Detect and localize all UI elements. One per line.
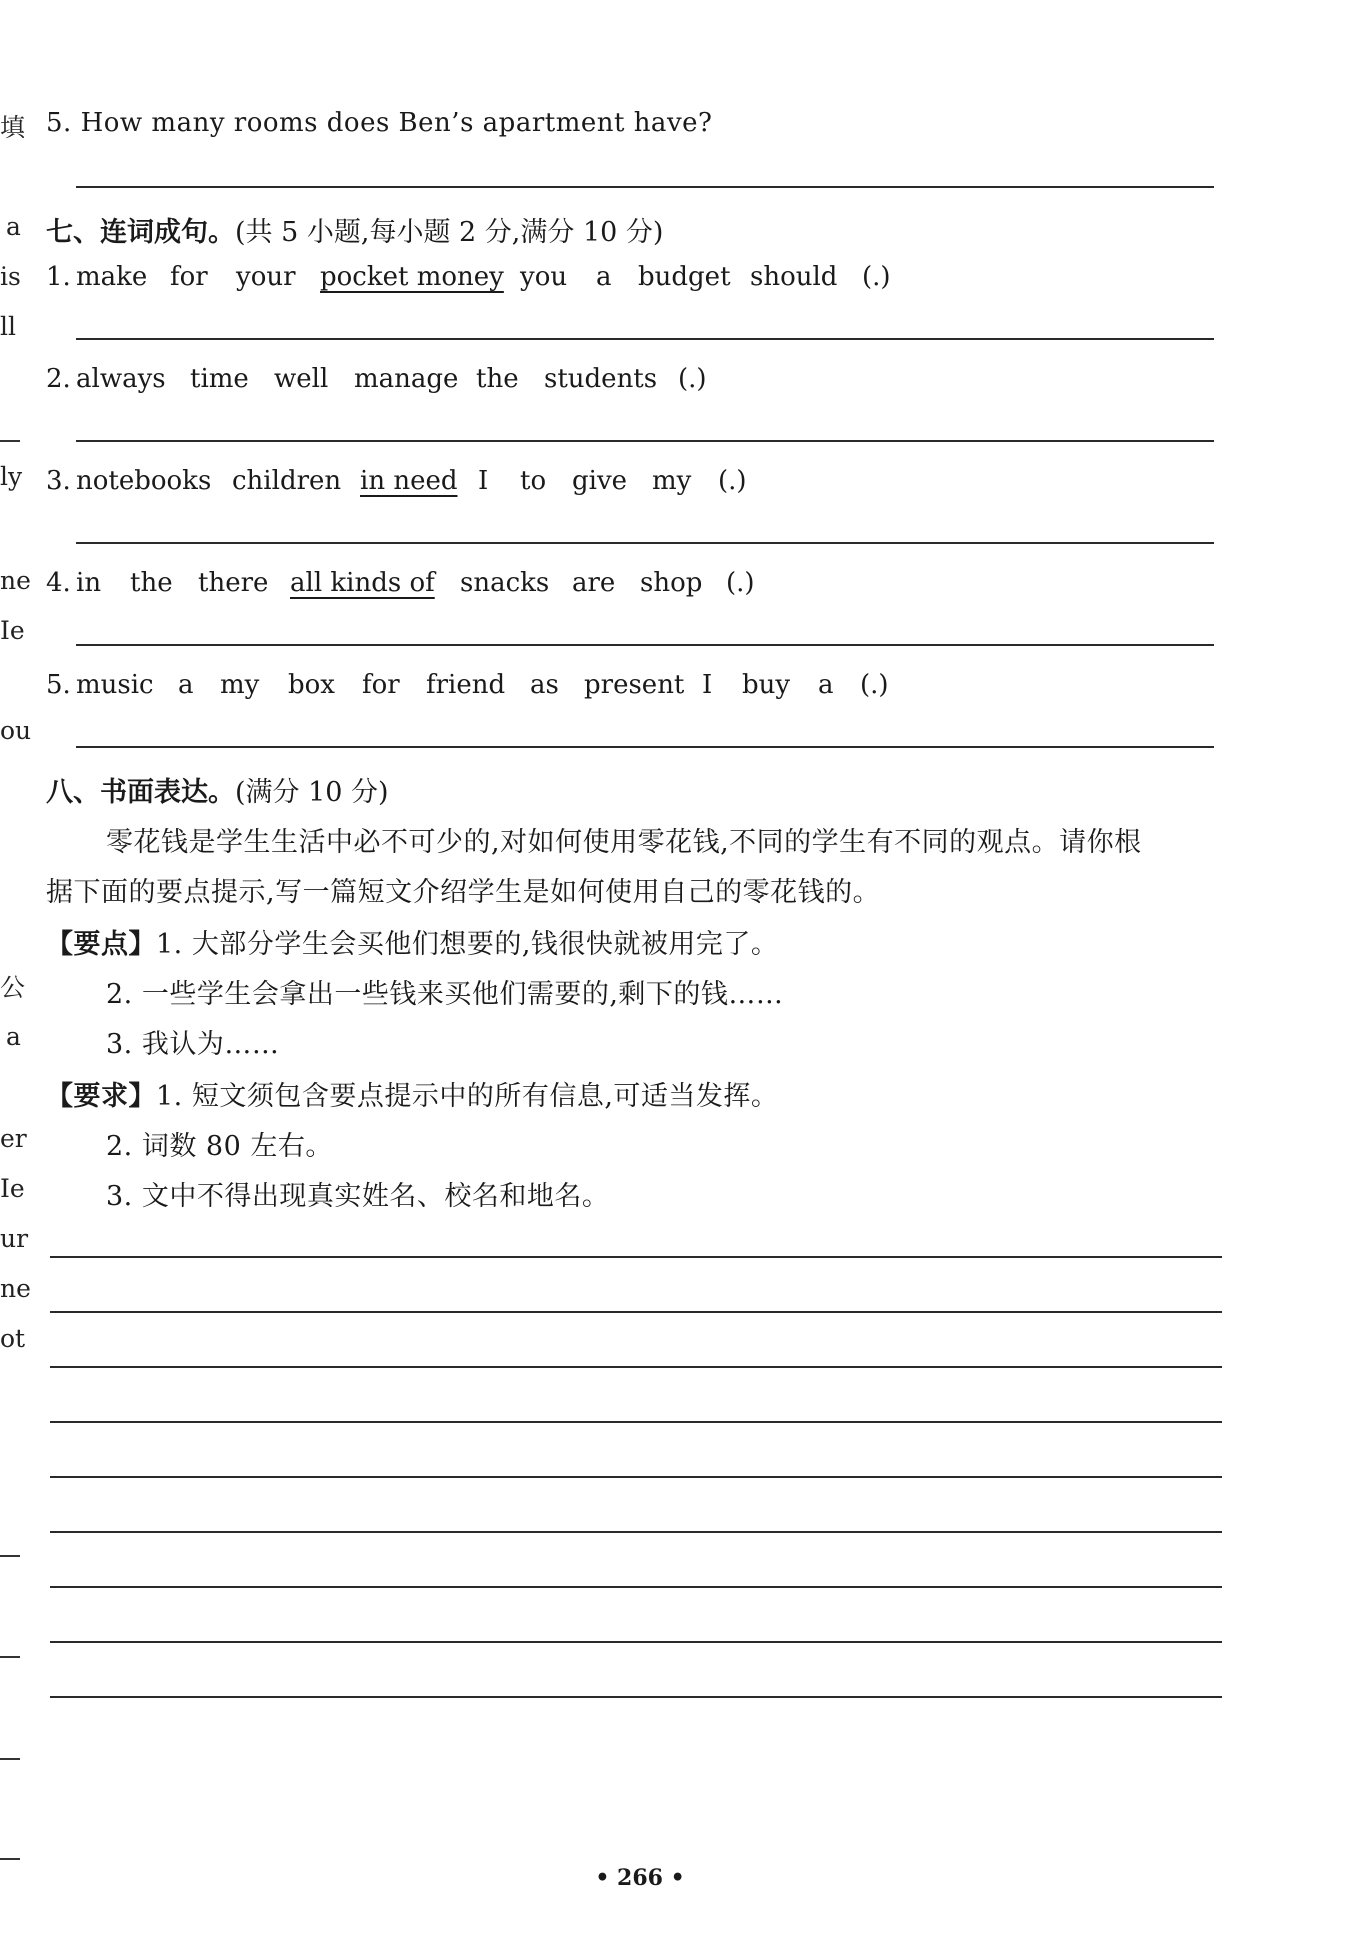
word-token: always bbox=[76, 364, 166, 394]
margin-line bbox=[0, 1758, 20, 1760]
word-token: your bbox=[236, 262, 296, 292]
word-token-underlined: pocket money bbox=[320, 262, 504, 292]
word-token: to bbox=[520, 466, 547, 496]
margin-fragment: is bbox=[0, 262, 21, 291]
requirements-first-line bbox=[46, 1074, 778, 1113]
section7-score-note: (共 5 小题,每小题 2 分,满分 10 分) bbox=[235, 217, 664, 248]
word-token: box bbox=[288, 670, 335, 700]
punctuation-hint: (.) bbox=[726, 568, 755, 598]
writing-line[interactable] bbox=[50, 1256, 1222, 1258]
section8-title: 八、书面表达。 bbox=[46, 777, 235, 808]
margin-fragment: ly bbox=[0, 462, 23, 491]
writing-line[interactable] bbox=[50, 1696, 1222, 1698]
prev-question: 5. How many rooms does Ben’s apartment have? bbox=[46, 108, 713, 138]
requirement-item: 2. 词数 80 左右。 bbox=[106, 1131, 333, 1162]
points-first-line bbox=[46, 922, 778, 961]
word-token: in bbox=[76, 568, 102, 598]
page-number: • 266 • bbox=[595, 1865, 685, 1891]
item-number: 5. bbox=[46, 670, 71, 700]
word-token: a bbox=[818, 670, 834, 700]
word-token: children bbox=[232, 466, 342, 496]
point-item: 3. 我认为…… bbox=[106, 1029, 280, 1060]
word-token: manage bbox=[354, 364, 459, 394]
writing-line[interactable] bbox=[50, 1311, 1222, 1313]
word-token-underlined: in need bbox=[360, 466, 458, 496]
word-token: time bbox=[190, 364, 249, 394]
margin-line bbox=[0, 440, 20, 442]
writing-line[interactable] bbox=[50, 1586, 1222, 1588]
word-token: my bbox=[652, 466, 692, 496]
requirement-item: 3. 文中不得出现真实姓名、校名和地名。 bbox=[106, 1181, 610, 1212]
word-token: friend bbox=[426, 670, 506, 700]
margin-fragment: er bbox=[0, 1124, 27, 1153]
writing-intro-line-2: 据下面的要点提示,写一篇短文介绍学生是如何使用自己的零花钱的。 bbox=[46, 877, 881, 908]
word-token: the bbox=[476, 364, 519, 394]
word-token: music bbox=[76, 670, 154, 700]
margin-fragment: Ie bbox=[0, 616, 25, 645]
word-token: notebooks bbox=[76, 466, 212, 496]
writing-line[interactable] bbox=[50, 1476, 1222, 1478]
margin-line bbox=[0, 1555, 20, 1557]
punctuation-hint: (.) bbox=[718, 466, 747, 496]
writing-line[interactable] bbox=[50, 1531, 1222, 1533]
margin-fragment: a bbox=[6, 212, 21, 241]
word-token-underlined: all kinds of bbox=[290, 568, 435, 598]
word-token: shop bbox=[640, 568, 703, 598]
punctuation-hint: (.) bbox=[862, 262, 891, 292]
section7-heading bbox=[46, 210, 663, 249]
margin-fragment: ot bbox=[0, 1324, 26, 1353]
word-token: should bbox=[750, 262, 838, 292]
answer-line[interactable] bbox=[76, 746, 1214, 748]
punctuation-hint: (.) bbox=[678, 364, 707, 394]
item-number: 4. bbox=[46, 568, 71, 598]
writing-line[interactable] bbox=[50, 1366, 1222, 1368]
word-token: budget bbox=[638, 262, 731, 292]
writing-line[interactable] bbox=[50, 1421, 1222, 1423]
margin-line bbox=[0, 1858, 20, 1860]
item-number: 1. bbox=[46, 262, 71, 292]
item-number: 3. bbox=[46, 466, 71, 496]
word-token: buy bbox=[742, 670, 791, 700]
section8-heading bbox=[46, 770, 389, 809]
word-token: give bbox=[572, 466, 628, 496]
margin-fragment: ll bbox=[0, 312, 16, 341]
answer-line[interactable] bbox=[76, 542, 1214, 544]
section8-score-note: (满分 10 分) bbox=[235, 777, 389, 808]
word-token: as bbox=[530, 670, 559, 700]
word-token: I bbox=[478, 466, 489, 496]
word-token: for bbox=[170, 262, 208, 292]
item-number: 2. bbox=[46, 364, 71, 394]
word-token: students bbox=[544, 364, 658, 394]
word-token: a bbox=[178, 670, 194, 700]
word-token: make bbox=[76, 262, 148, 292]
word-token: present bbox=[584, 670, 685, 700]
writing-line[interactable] bbox=[50, 1641, 1222, 1643]
requirement-item: 1. 短文须包含要点提示中的所有信息,可适当发挥。 bbox=[156, 1081, 779, 1112]
word-token: the bbox=[130, 568, 173, 598]
point-item: 1. 大部分学生会买他们想要的,钱很快就被用完了。 bbox=[156, 929, 779, 960]
word-token: you bbox=[520, 262, 568, 292]
answer-line[interactable] bbox=[76, 644, 1214, 646]
margin-fragment: a bbox=[6, 1022, 21, 1051]
section7-title: 七、连词成句。 bbox=[46, 217, 235, 248]
word-token: for bbox=[362, 670, 400, 700]
margin-fragment: ou bbox=[0, 716, 32, 745]
point-item: 2. 一些学生会拿出一些钱来买他们需要的,剩下的钱…… bbox=[106, 979, 784, 1010]
answer-line[interactable] bbox=[76, 440, 1214, 442]
word-token: are bbox=[572, 568, 616, 598]
points-label: 【要点】 bbox=[46, 929, 156, 960]
word-token: my bbox=[220, 670, 260, 700]
writing-intro-line-1: 零花钱是学生生活中必不可少的,对如何使用零花钱,不同的学生有不同的观点。请你根 bbox=[106, 827, 1142, 858]
requirements-label: 【要求】 bbox=[46, 1081, 156, 1112]
word-token: well bbox=[274, 364, 329, 394]
margin-fragment: 填 bbox=[0, 113, 26, 142]
margin-fragment: 公 bbox=[0, 973, 26, 1002]
answer-line[interactable] bbox=[76, 338, 1214, 340]
answer-line[interactable] bbox=[76, 186, 1214, 188]
punctuation-hint: (.) bbox=[860, 670, 889, 700]
margin-fragment: Ie bbox=[0, 1174, 25, 1203]
word-token: snacks bbox=[460, 568, 550, 598]
word-token: there bbox=[198, 568, 269, 598]
word-token: I bbox=[702, 670, 713, 700]
margin-fragment: ne bbox=[0, 566, 31, 595]
word-token: a bbox=[596, 262, 612, 292]
margin-line bbox=[0, 1656, 20, 1658]
margin-fragment: ne bbox=[0, 1274, 31, 1303]
margin-fragment: ur bbox=[0, 1224, 29, 1253]
